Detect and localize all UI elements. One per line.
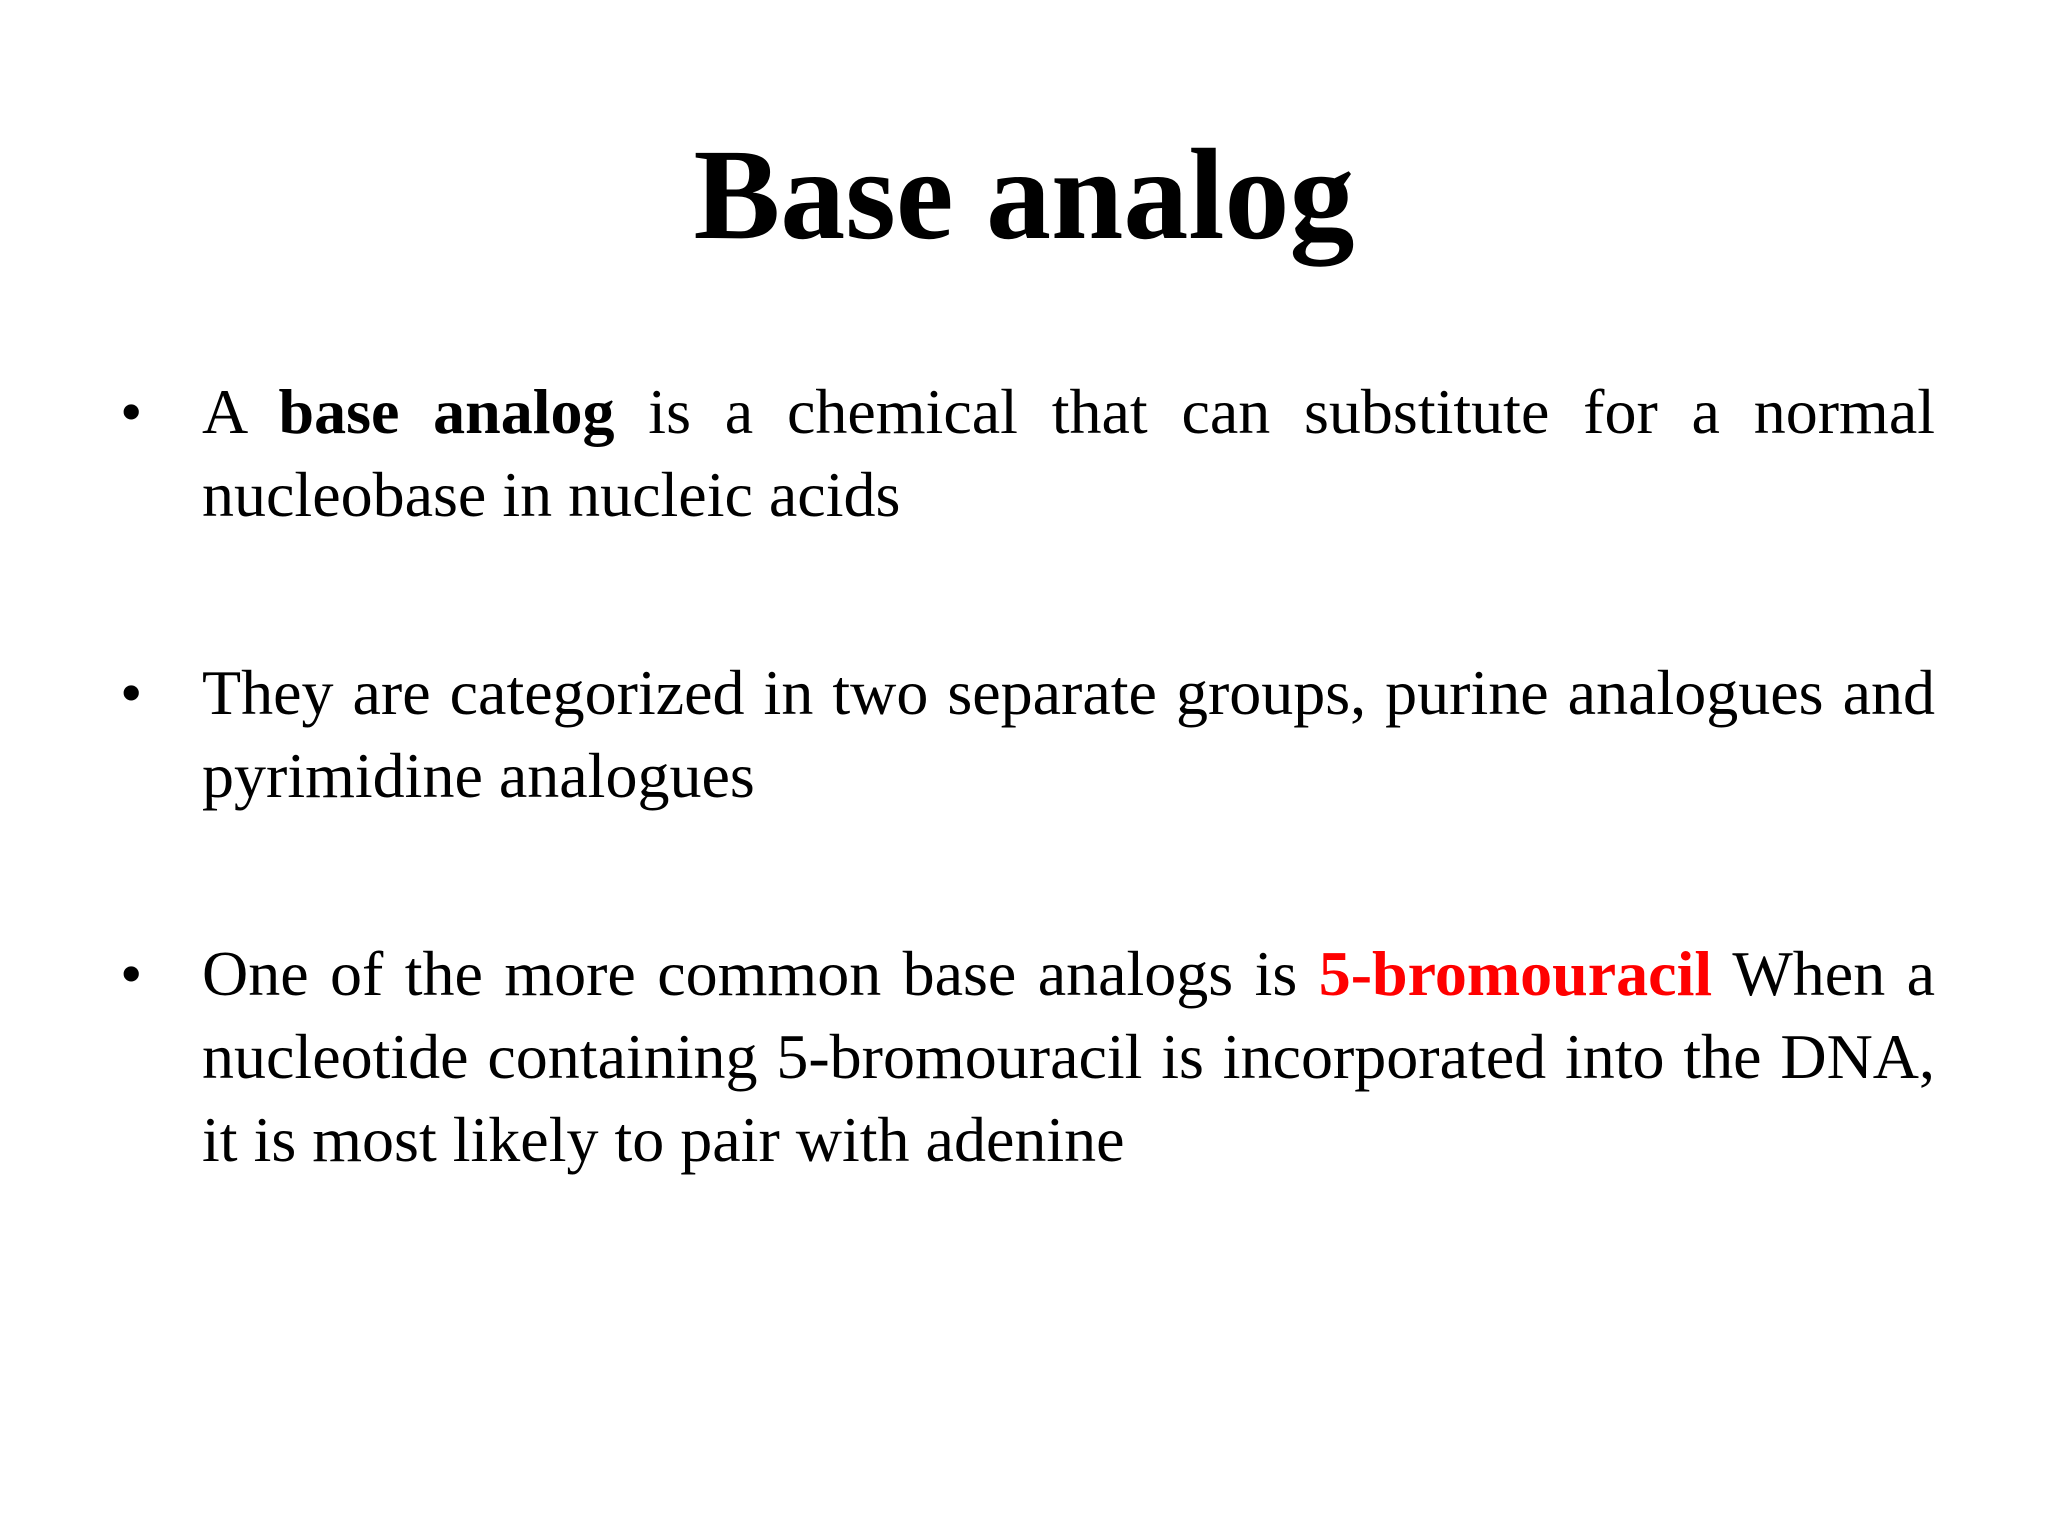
bullet-item (120, 932, 1935, 1181)
bullet-text (202, 657, 1935, 811)
bullet-dot-icon: • (120, 657, 143, 728)
bullet-dot-icon: • (120, 376, 143, 447)
text-run: When a nucleotide containing 5-bromouracil is incorporated into the DNA, it is most likely to pair with adenine (202, 938, 1936, 1175)
highlighted-term: 5-bromouracil (1318, 938, 1713, 1009)
bullet-list (120, 370, 1935, 1296)
bullet-item (120, 370, 1935, 536)
text-run: A (202, 376, 279, 447)
text-run: One of the more common base analogs is (202, 938, 1319, 1009)
bullet-item (120, 651, 1935, 817)
bullet-dot-icon: • (120, 938, 143, 1009)
bold-term: base analog (278, 376, 615, 447)
bullet-text (202, 376, 1935, 530)
slide-title: Base analog (693, 123, 1355, 267)
text-run: They are categorized in two separate groups, purine analogues and pyrimidine analogues (202, 657, 1935, 811)
bullet-text (202, 938, 1935, 1175)
text-run: is a chemical that can substitute for a normal nucleobase in nucleic acids (202, 376, 1936, 530)
